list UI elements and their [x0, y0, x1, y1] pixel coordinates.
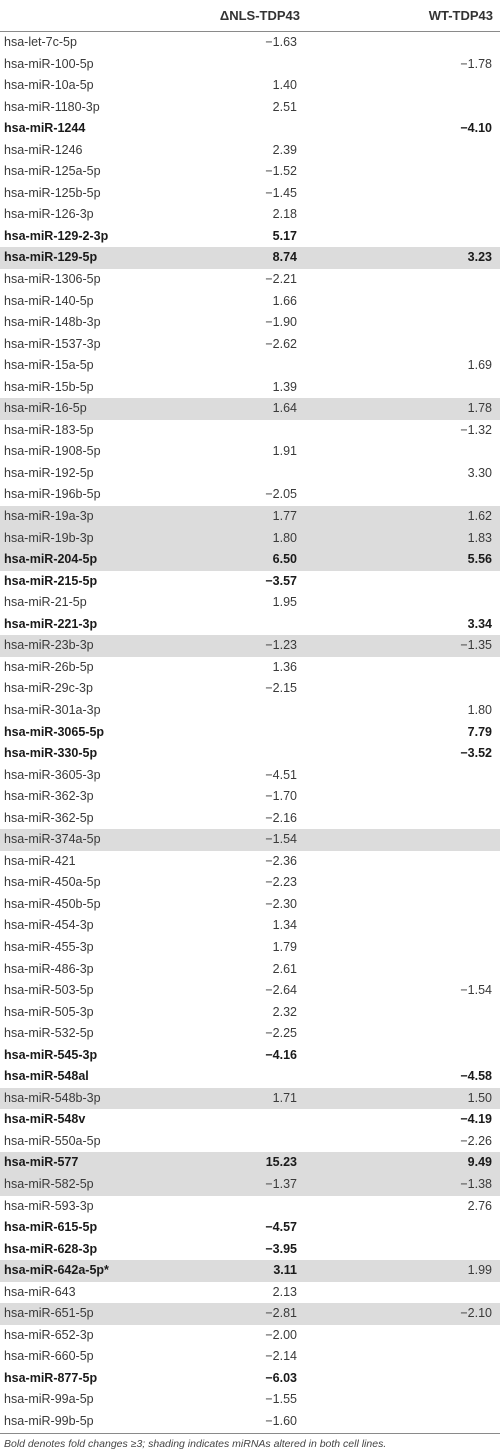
table-row — [0, 377, 500, 399]
wt-value-cell: 3.23 — [467, 250, 492, 265]
table-row — [0, 635, 500, 657]
wt-value-cell: 1.99 — [467, 1263, 492, 1278]
wt-value-cell: 1.69 — [467, 358, 492, 373]
mirna-name-cell: hsa-miR-330-5p — [4, 746, 98, 761]
dnls-value-cell: 2.51 — [272, 99, 297, 114]
mirna-name-cell: hsa-miR-582-5p — [4, 1176, 94, 1191]
mirna-name-cell: hsa-miR-503-5p — [4, 983, 94, 998]
mirna-name-cell: hsa-miR-877-5p — [4, 1370, 98, 1385]
wt-value-cell: 2.76 — [467, 1198, 492, 1213]
dnls-value-cell: −4.57 — [265, 1220, 297, 1235]
table-row — [0, 441, 500, 463]
mirna-name-cell: hsa-miR-450a-5p — [4, 875, 101, 890]
table-footnote: Bold denotes fold changes ≥3; shading indicates miRNAs altered in both cell lines. — [4, 1437, 387, 1450]
table-row — [0, 915, 500, 937]
table-row — [0, 829, 500, 851]
mirna-name-cell: hsa-miR-1244 — [4, 121, 86, 136]
mirna-name-cell: hsa-miR-183-5p — [4, 422, 94, 437]
table-row — [0, 1411, 500, 1433]
mirna-name-cell: hsa-miR-450b-5p — [4, 896, 101, 911]
table-row — [0, 484, 500, 506]
table-row — [0, 1045, 500, 1067]
mirna-name-cell: hsa-miR-454-3p — [4, 918, 94, 933]
mirna-name-cell: hsa-miR-129-5p — [4, 250, 98, 265]
dnls-value-cell: −4.16 — [265, 1047, 297, 1062]
mirna-name-cell: hsa-miR-1246 — [4, 142, 83, 157]
table-row — [0, 614, 500, 636]
mirna-name-cell: hsa-miR-548al — [4, 1069, 89, 1084]
dnls-value-cell: −2.00 — [265, 1327, 297, 1342]
table-row — [0, 1174, 500, 1196]
mirna-name-cell: hsa-miR-99b-5p — [4, 1414, 94, 1428]
mirna-name-cell: hsa-miR-362-5p — [4, 810, 94, 825]
dnls-value-cell: 2.18 — [272, 207, 297, 222]
mirna-name-cell: hsa-miR-26b-5p — [4, 659, 94, 674]
table-row — [0, 1239, 500, 1261]
mirna-name-cell: hsa-miR-196b-5p — [4, 487, 101, 502]
table-row — [0, 54, 500, 76]
table-row — [0, 226, 500, 248]
dnls-value-cell: −1.60 — [265, 1414, 297, 1428]
mirna-name-cell: hsa-miR-532-5p — [4, 1026, 94, 1041]
table-row — [0, 722, 500, 744]
table-row — [0, 420, 500, 442]
wt-value-cell: 1.50 — [467, 1090, 492, 1105]
dnls-value-cell: 1.40 — [272, 78, 297, 93]
mirna-name-cell: hsa-miR-100-5p — [4, 56, 94, 71]
dnls-value-cell: −1.37 — [265, 1176, 297, 1191]
table-row — [0, 1066, 500, 1088]
dnls-value-cell: 1.79 — [272, 939, 297, 954]
mirna-name-cell: hsa-miR-615-5p — [4, 1220, 98, 1235]
dnls-value-cell: 2.32 — [272, 1004, 297, 1019]
dnls-value-cell: −2.21 — [265, 272, 297, 287]
table-row — [0, 851, 500, 873]
mirna-name-cell: hsa-miR-628-3p — [4, 1241, 98, 1256]
dnls-value-cell: 1.91 — [272, 444, 297, 459]
mirna-name-cell: hsa-miR-643 — [4, 1284, 76, 1299]
table-row — [0, 1260, 500, 1282]
mirna-name-cell: hsa-miR-215-5p — [4, 573, 98, 588]
dnls-value-cell: 1.64 — [272, 401, 297, 416]
table-row — [0, 1325, 500, 1347]
mirna-name-cell: hsa-miR-505-3p — [4, 1004, 94, 1019]
dnls-value-cell: −2.25 — [265, 1026, 297, 1041]
table-row — [0, 1368, 500, 1390]
table-row — [0, 1002, 500, 1024]
table-row — [0, 872, 500, 894]
mirna-name-cell: hsa-miR-221-3p — [4, 616, 98, 631]
table-body — [0, 32, 500, 1433]
mirna-name-cell: hsa-miR-19b-3p — [4, 530, 94, 545]
dnls-value-cell: −2.64 — [265, 983, 297, 998]
dnls-value-cell: −3.95 — [265, 1241, 297, 1256]
table-row — [0, 980, 500, 1002]
table-row — [0, 700, 500, 722]
dnls-value-cell: −1.52 — [265, 164, 297, 179]
mirna-name-cell: hsa-miR-545-3p — [4, 1047, 98, 1062]
wt-value-cell: 1.80 — [467, 702, 492, 717]
dnls-value-cell: 1.77 — [272, 509, 297, 524]
dnls-value-cell: 15.23 — [265, 1155, 297, 1170]
dnls-value-cell: 8.74 — [272, 250, 297, 265]
mirna-name-cell: hsa-miR-362-3p — [4, 789, 94, 804]
mirna-name-cell: hsa-miR-455-3p — [4, 939, 94, 954]
mirna-name-cell: hsa-miR-19a-3p — [4, 509, 94, 524]
table-row — [0, 786, 500, 808]
mirna-name-cell: hsa-miR-421 — [4, 853, 76, 868]
dnls-value-cell: −6.03 — [265, 1370, 297, 1385]
mirna-name-cell: hsa-miR-1180-3p — [4, 99, 100, 114]
mirna-name-cell: hsa-miR-192-5p — [4, 465, 94, 480]
wt-value-cell: −1.78 — [460, 56, 492, 71]
mirna-name-cell: hsa-miR-10a-5p — [4, 78, 94, 93]
mirna-name-cell: hsa-miR-374a-5p — [4, 832, 101, 847]
mirna-name-cell: hsa-miR-21-5p — [4, 595, 87, 610]
table-row — [0, 334, 500, 356]
mirna-name-cell: hsa-miR-577 — [4, 1155, 79, 1170]
table-row — [0, 1196, 500, 1218]
mirna-name-cell: hsa-miR-16-5p — [4, 401, 87, 416]
table-row — [0, 355, 500, 377]
table-row — [0, 1303, 500, 1325]
wt-value-cell: −2.26 — [460, 1133, 492, 1148]
table-row — [0, 291, 500, 313]
dnls-value-cell: −2.23 — [265, 875, 297, 890]
mirna-name-cell: hsa-miR-593-3p — [4, 1198, 94, 1213]
mirna-name-cell: hsa-miR-126-3p — [4, 207, 94, 222]
mirna-name-cell: hsa-miR-660-5p — [4, 1349, 94, 1364]
mirna-name-cell: hsa-miR-23b-3p — [4, 638, 94, 653]
dnls-value-cell: −3.57 — [265, 573, 297, 588]
table-row — [0, 312, 500, 334]
dnls-value-cell: −2.05 — [265, 487, 297, 502]
table-row — [0, 571, 500, 593]
dnls-value-cell: −1.54 — [265, 832, 297, 847]
table-row — [0, 1023, 500, 1045]
wt-value-cell: 1.83 — [467, 530, 492, 545]
table-row — [0, 1217, 500, 1239]
dnls-value-cell: 1.34 — [272, 918, 297, 933]
mirna-name-cell: hsa-miR-15b-5p — [4, 379, 94, 394]
mirna-name-cell: hsa-miR-1537-3p — [4, 336, 101, 351]
dnls-value-cell: −1.63 — [265, 35, 297, 49]
table-row — [0, 657, 500, 679]
dnls-value-cell: 3.11 — [273, 1263, 297, 1278]
dnls-value-cell: −4.51 — [265, 767, 297, 782]
table-row — [0, 937, 500, 959]
mirna-name-cell: hsa-miR-652-3p — [4, 1327, 94, 1342]
table-row — [0, 592, 500, 614]
table-row — [0, 1088, 500, 1110]
dnls-value-cell: 2.39 — [272, 142, 297, 157]
dnls-value-cell: −2.30 — [265, 896, 297, 911]
table-row — [0, 118, 500, 140]
mirna-name-cell: hsa-miR-642a-5p* — [4, 1263, 109, 1278]
table-row — [0, 204, 500, 226]
dnls-value-cell: −2.16 — [265, 810, 297, 825]
dnls-value-cell: 1.36 — [272, 659, 297, 674]
mirna-name-cell: hsa-miR-125b-5p — [4, 185, 101, 200]
header-col-wt: WT-TDP43 — [428, 8, 493, 23]
table-row — [0, 161, 500, 183]
dnls-value-cell: −2.14 — [265, 1349, 297, 1364]
table-row — [0, 269, 500, 291]
table-row — [0, 463, 500, 485]
mirna-name-cell: hsa-miR-99a-5p — [4, 1392, 94, 1407]
wt-value-cell: 7.79 — [467, 724, 492, 739]
table-row — [0, 959, 500, 981]
table-row — [0, 549, 500, 571]
table-row — [0, 1131, 500, 1153]
wt-value-cell: −3.52 — [460, 746, 492, 761]
wt-value-cell: −1.38 — [460, 1176, 492, 1191]
table-row — [0, 808, 500, 830]
dnls-value-cell: 1.66 — [272, 293, 297, 308]
wt-value-cell: 3.30 — [467, 465, 492, 480]
mirna-name-cell: hsa-miR-204-5p — [4, 552, 98, 567]
table-row — [0, 765, 500, 787]
wt-value-cell: −1.32 — [460, 422, 492, 437]
wt-value-cell: −1.54 — [460, 983, 492, 998]
dnls-value-cell: −1.23 — [265, 638, 297, 653]
dnls-value-cell: −1.45 — [265, 185, 297, 200]
dnls-value-cell: −1.70 — [265, 789, 297, 804]
mirna-name-cell: hsa-miR-3065-5p — [4, 724, 105, 739]
dnls-value-cell: 1.39 — [272, 379, 297, 394]
wt-value-cell: −1.35 — [460, 638, 492, 653]
mirna-name-cell: hsa-miR-15a-5p — [4, 358, 94, 373]
table-row — [0, 75, 500, 97]
dnls-value-cell: 2.13 — [272, 1284, 297, 1299]
wt-value-cell: 1.78 — [467, 401, 492, 416]
table-row — [0, 1282, 500, 1304]
table-row — [0, 140, 500, 162]
wt-value-cell: 1.62 — [467, 509, 492, 524]
mirna-name-cell: hsa-miR-548v — [4, 1112, 86, 1127]
dnls-value-cell: 5.17 — [272, 228, 297, 243]
header-col-dnls: ΔNLS-TDP43 — [219, 8, 300, 23]
dnls-value-cell: −1.90 — [265, 315, 297, 330]
table-row — [0, 32, 500, 54]
table-row — [0, 247, 500, 269]
dnls-value-cell: −2.62 — [265, 336, 297, 351]
mirna-name-cell: hsa-miR-140-5p — [4, 293, 94, 308]
dnls-value-cell: 1.80 — [272, 530, 297, 545]
mirna-name-cell: hsa-miR-29c-3p — [4, 681, 93, 696]
table-row — [0, 894, 500, 916]
mirna-name-cell: hsa-miR-301a-3p — [4, 702, 101, 717]
table-row — [0, 678, 500, 700]
dnls-value-cell: 1.95 — [272, 595, 297, 610]
table-row — [0, 528, 500, 550]
wt-value-cell: 3.34 — [467, 616, 492, 631]
mirna-name-cell: hsa-miR-651-5p — [4, 1306, 94, 1321]
table-row — [0, 1346, 500, 1368]
mirna-name-cell: hsa-miR-486-3p — [4, 961, 94, 976]
mirna-name-cell: hsa-miR-3605-3p — [4, 767, 101, 782]
wt-value-cell: 9.49 — [467, 1155, 492, 1170]
mirna-name-cell: hsa-let-7c-5p — [4, 35, 77, 49]
dnls-value-cell: 1.71 — [272, 1090, 297, 1105]
wt-value-cell: −4.19 — [460, 1112, 492, 1127]
table-row — [0, 1152, 500, 1174]
table-row — [0, 1389, 500, 1411]
mirna-name-cell: hsa-miR-1908-5p — [4, 444, 101, 459]
table-row — [0, 183, 500, 205]
table-row — [0, 743, 500, 765]
mirna-name-cell: hsa-miR-148b-3p — [4, 315, 101, 330]
table-row — [0, 1109, 500, 1131]
dnls-value-cell: −2.15 — [265, 681, 297, 696]
dnls-value-cell: −1.55 — [265, 1392, 297, 1407]
table-header — [0, 0, 500, 32]
mirna-name-cell: hsa-miR-125a-5p — [4, 164, 101, 179]
dnls-value-cell: −2.36 — [265, 853, 297, 868]
table-row — [0, 506, 500, 528]
table-row — [0, 398, 500, 420]
wt-value-cell: −4.58 — [460, 1069, 492, 1084]
wt-value-cell: −4.10 — [460, 121, 492, 136]
dnls-value-cell: −2.81 — [265, 1306, 297, 1321]
wt-value-cell: 5.56 — [467, 552, 492, 567]
dnls-value-cell: 2.61 — [272, 961, 297, 976]
wt-value-cell: −2.10 — [460, 1306, 492, 1321]
mirna-name-cell: hsa-miR-548b-3p — [4, 1090, 101, 1105]
mirna-name-cell: hsa-miR-550a-5p — [4, 1133, 101, 1148]
mirna-name-cell: hsa-miR-129-2-3p — [4, 228, 109, 243]
dnls-value-cell: 6.50 — [272, 552, 297, 567]
mirna-name-cell: hsa-miR-1306-5p — [4, 272, 101, 287]
table-row — [0, 97, 500, 119]
